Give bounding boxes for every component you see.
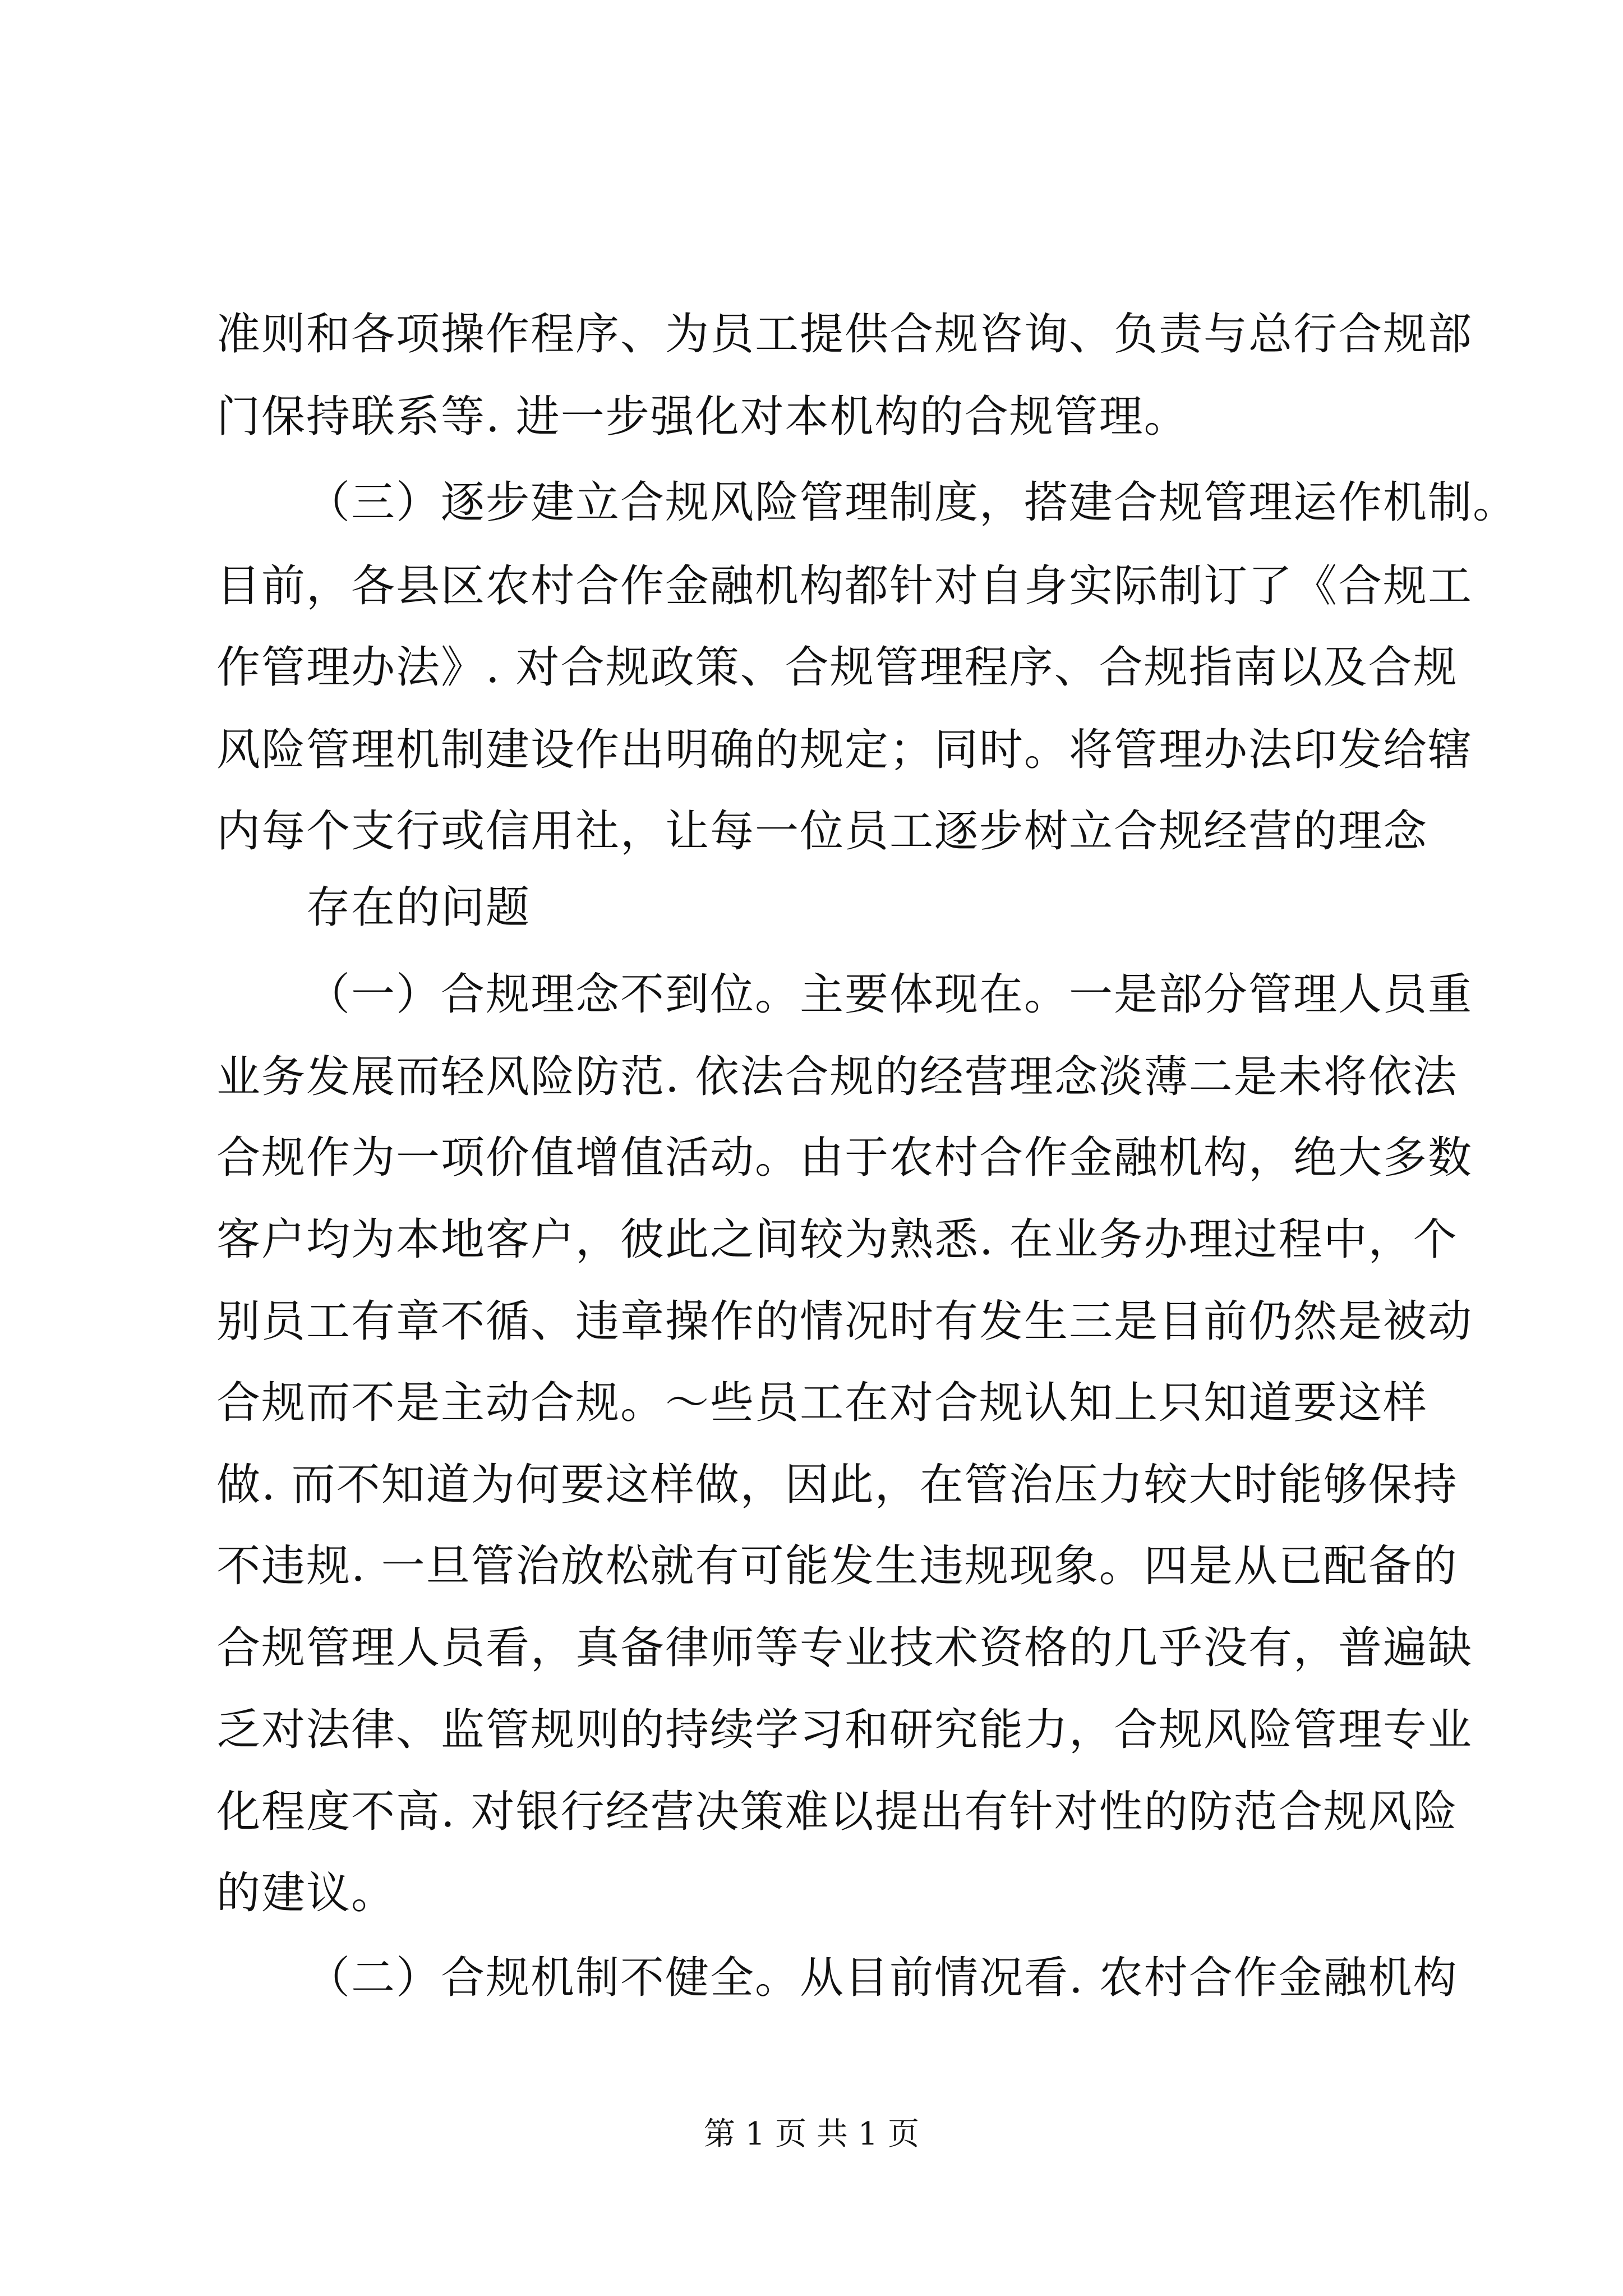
body-line: 别员工有章不循、违章操作的情况时有发生三是目前仍然是被动 [216, 1296, 1473, 1347]
body-line: 化程度不高. 对银行经营决策难以提出有针对性的防范合规风险 [216, 1787, 1458, 1837]
body-line: 合规而不是主动合规。～些员工在对合规认知上只知道要这样 [216, 1378, 1428, 1428]
body-line: 客户均为本地客户，彼此之间较为熟悉. 在业务办理过程中，个 [216, 1214, 1458, 1265]
body-line: 门保持联系等. 进一步强化对本机构的合规管理。 [216, 392, 1189, 442]
body-line: （二）合规机制不健全。从目前情况看. 农村合作金融机构 [306, 1953, 1458, 2003]
body-line: （三）逐步建立合规风险管理制度，搭建合规管理运作机制。 [306, 477, 1518, 528]
body-line: 准则和各项操作程序、为员工提供合规咨询、负责与总行合规部 [216, 309, 1473, 360]
body-line: 不违规. 一旦管治放松就有可能发生违规现象。四是从已配备的 [216, 1541, 1458, 1591]
body-line: 合规作为一项价值增值活动。由于农村合作金融机构，绝大多数 [216, 1133, 1473, 1183]
body-line: （一）合规理念不到位。主要体现在。一是部分管理人员重 [306, 969, 1473, 1020]
body-line: 风险管理机制建设作出明确的规定；同时。将管理办法印发给辖 [216, 725, 1473, 775]
body-line: 做. 而不知道为何要这样做，因此，在管治压力较大时能够保持 [216, 1460, 1458, 1510]
page-number-footer: 第 1 页 共 1 页 [703, 2116, 920, 2152]
body-line: 业务发展而轻风险防范. 依法合规的经营理念淡薄二是未将依法 [216, 1052, 1458, 1102]
body-line: 乏对法律、监管规则的持续学习和研究能力，合规风险管理专业 [216, 1705, 1473, 1755]
body-line: 的建议。 [216, 1868, 396, 1918]
body-line: 作管理办法》. 对合规政策、合规管理程序、合规指南以及合规 [216, 642, 1458, 693]
section-heading: 存在的问题 [306, 882, 531, 933]
body-line: 内每个支行或信用社，让每一位员工逐步树立合规经营的理念 [216, 806, 1428, 857]
body-line: 目前，各县区农村合作金融机构都针对自身实际制订了《合规工 [216, 561, 1473, 611]
body-line: 合规管理人员看，真备律师等专业技术资格的几乎没有，普遍缺 [216, 1623, 1473, 1673]
